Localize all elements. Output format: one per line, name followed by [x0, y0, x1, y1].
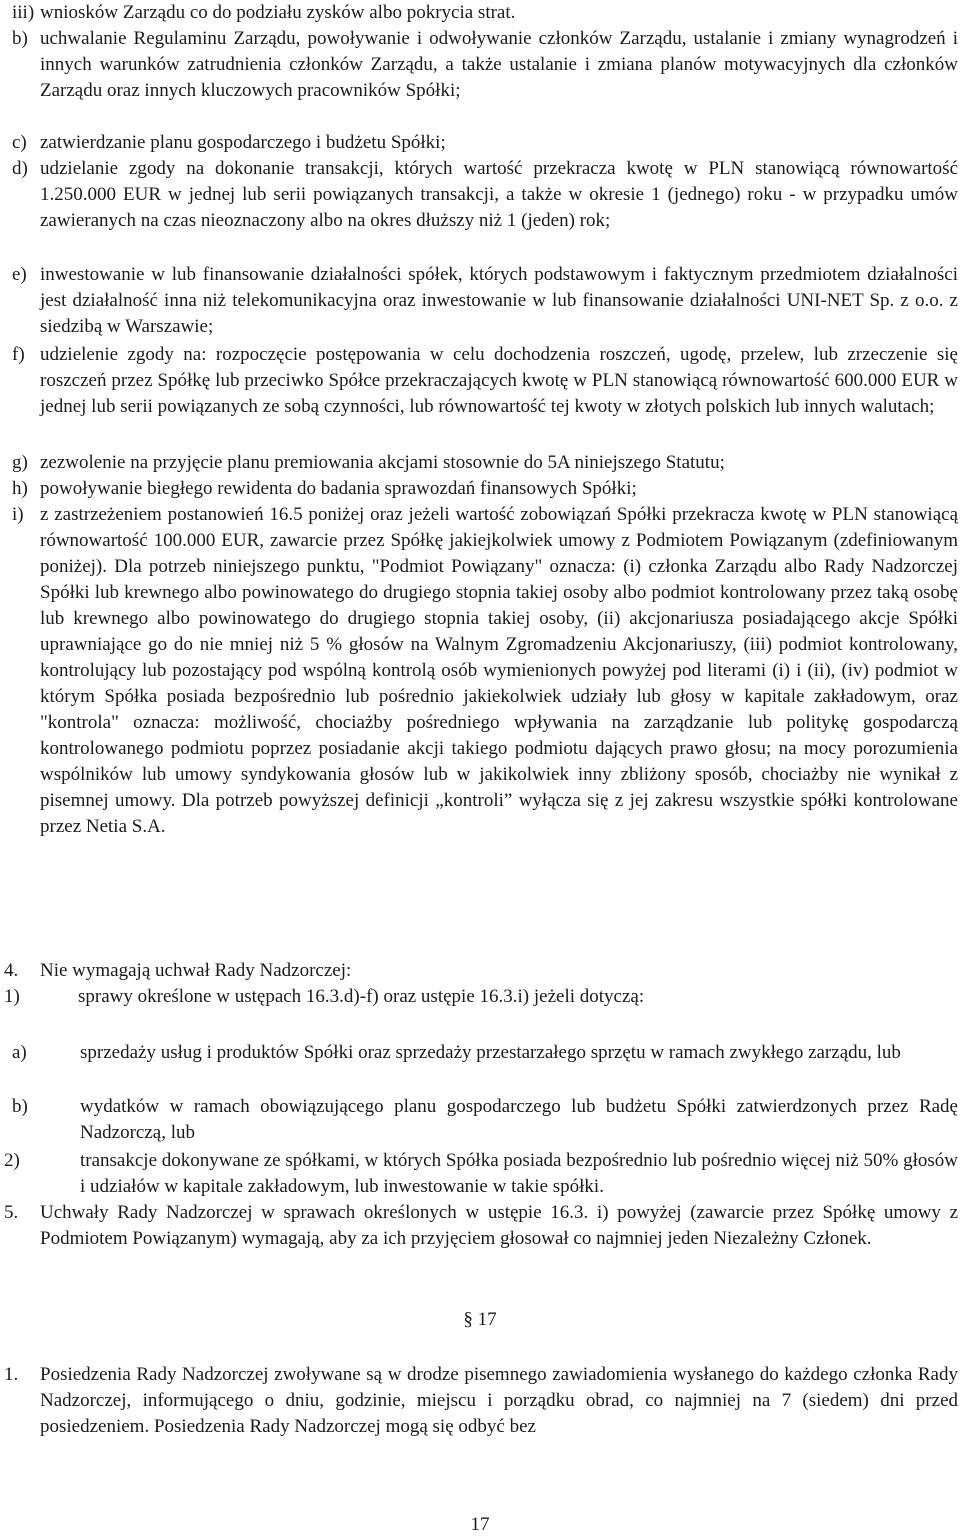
item-text: uchwalanie Regulaminu Zarządu, powoływanie i odwoływanie członków Zarządu, ustalanie i zmiany wynagrodzeń i innych warunków zatrudnienia członków Zarządu, a także ustalanie i zmiana planów motywacyjnych dla członków Zarządu oraz innych kluczowych pracowników Spółki;: [40, 28, 958, 101]
list-item-c: [0, 130, 958, 156]
item-label: iii): [12, 2, 35, 23]
item-label: d): [12, 158, 28, 179]
paragraph-text: Nie wymagają uchwał Rady Nadzorczej:: [40, 960, 352, 981]
paragraph-number: 1.: [4, 1364, 19, 1385]
list-item-f: [0, 342, 958, 446]
item-text: sprzedaży usług i produktów Spółki oraz sprzedaży przestarzałego sprzętu w ramach zwykłego zarządu, lub: [80, 1042, 901, 1063]
item-text: zatwierdzanie planu gospodarczego i budżetu Spółki;: [40, 132, 446, 153]
item-label: c): [12, 132, 27, 153]
item-text: inwestowanie w lub finansowanie działalności spółek, których podstawowym i faktycznym przedmiotem działalności jest działalność inna niż telekomunikacyjna oraz inwestowanie w lub finansowanie działalności UNI-NET Sp. z o.o. z siedzibą w Warszawie;: [40, 264, 958, 337]
list-item-h: [0, 476, 958, 502]
list-item-b: [0, 26, 958, 130]
list-item-g: [0, 450, 958, 476]
section-heading: [0, 1307, 960, 1333]
item-label: a): [12, 1042, 27, 1063]
paragraph-4-heading: [0, 958, 958, 984]
item-text: powoływanie biegłego rewidenta do badania sprawozdań finansowych Spółki;: [40, 478, 637, 499]
point-text: transakcje dokonywane ze spółkami, w których Spółka posiada bezpośrednio lub pośrednio więcej niż 50% głosów i udziałów w kapitale zakładowym, lub inwestowanie w takie spółki.: [80, 1150, 958, 1197]
item-text: wniosków Zarządu co do podziału zysków albo pokrycia strat.: [40, 2, 516, 23]
section-number: 17: [477, 1309, 497, 1330]
paragraph-4-item-b: [0, 1094, 958, 1146]
point-text: sprawy określone w ustępach 16.3.d)-f) oraz ustępie 16.3.i) jeżeli dotyczą:: [78, 986, 645, 1007]
item-label: e): [12, 264, 27, 285]
paragraph-text: Posiedzenia Rady Nadzorczej zwoływane są w drodze pisemnego zawiadomienia wysłanego do każdego członka Rady Nadzorczej, informującego o dniu, godzinie, miejscu i porządku obrad, co najmniej na 7 (siedem) dni przed posiedzeniem. Posiedzenia Rady Nadzorczej mogą się odbyć bez: [40, 1364, 958, 1437]
paragraph-text: Uchwały Rady Nadzorczej w sprawach określonych w ustępie 16.3. i) powyżej (zawarcie przez Spółkę umowy z Podmiotem Powiązanym) wymagają, aby za ich przyjęciem głosował co najmniej jeden Niezależny Członek.: [40, 1202, 958, 1249]
item-text: udzielanie zgody na dokonanie transakcji, których wartość przekracza kwotę w PLN stanowiącą równowartość 1.250.000 EUR w jednej lub serii powiązanych transakcji, a także w okresie 1 (jednego) roku - w przypadku umów zawieranych na czas nieoznaczony albo na okres dłuższy niż 1 (jeden) rok;: [40, 158, 958, 231]
paragraph-number: 4.: [4, 960, 19, 981]
list-item-i: [0, 502, 958, 918]
item-label: g): [12, 452, 28, 473]
paragraph-number: 5.: [4, 1202, 19, 1223]
item-label: f): [12, 344, 25, 365]
paragraph-4-item-a: [0, 1040, 958, 1092]
paragraph-5: [0, 1200, 958, 1278]
item-text: zezwolenie na przyjęcie planu premiowania akcjami stosownie do 5A niniejszego Statutu;: [40, 452, 725, 473]
page-number: 17: [470, 1514, 490, 1535]
item-text: wydatków w ramach obowiązującego planu gospodarczego lub budżetu Spółki zatwierdzonych przez Radę Nadzorczą, lub: [80, 1096, 958, 1143]
list-item-iii: [0, 0, 958, 26]
item-label: h): [12, 478, 28, 499]
list-item-d: [0, 156, 958, 260]
item-label: i): [12, 504, 24, 525]
paragraph-4-point-1: [0, 984, 958, 1010]
item-text: z zastrzeżeniem postanowień 16.5 poniżej oraz jeżeli wartość zobowiązań Spółki przekracza kwotę w PLN stanowiącą równowartość 100.000 EUR, zawarcie przez Spółkę jakiejkolwiek umowy z Podmiotem Powiązanym (zdefiniowanym poniżej). Dla potrzeb niniejszego punktu, "Podmiot Powiązany" oznacza: (i) członka Zarządu albo Rady Nadzorczej Spółki lub krewnego albo powinowatego do drugiego stopnia takiej osoby albo podmiot kontrolowany przez taką osobę lub krewnego albo powinowatego do drugiego stopnia takiej osoby, (ii) akcjonariusza posiadającego akcje Spółki uprawniające go do nie mniej niż 5 % głosów na Walnym Zgromadzeniu Akcjonariuszy, (iii) podmiot kontrolowany, kontrolujący lub pozostający pod wspólną kontrolą osób wymienionych powyżej pod literami (i) i (ii), (iv) podmiot w którym Spółka posiada bezpośrednio lub pośrednio jakiekolwiek udziały lub głosy w kapitale zakładowym, oraz "kontrola" oznacza: możliwość, chociażby pośredniego wpływania na zarządzanie lub politykę gospodarczą kontrolowanego podmiotu poprzez posiadanie akcji takiego podmiotu dających prawo głosu; na mocy porozumienia wspólników lub umowy syndykowania głosów lub w jakikolwiek inny zbliżony sposób, chociażby nie wynikał z pisemnej umowy. Dla potrzeb powyższej definicji „kontroli” wyłącza się z jej zakresu wszystkie spółki kontrolowane przez Netia S.A.: [40, 504, 958, 837]
section-sign: §: [463, 1309, 478, 1330]
item-text: udzielenie zgody na: rozpoczęcie postępowania w celu dochodzenia roszczeń, ugodę, przelew, lub zrzeczenie się roszczeń przez Spółkę lub przeciwko Spółce przekraczających kwotę w PLN stanowiącą równowartość 600.000 EUR w jednej lub serii powiązanych ze sobą czynności, lub równowartość tej kwoty w złotych polskich lub innych walutach;: [40, 344, 958, 417]
point-number: 1): [4, 986, 20, 1007]
paragraph-4-point-2: [0, 1148, 958, 1200]
point-number: 2): [4, 1150, 20, 1171]
item-label: b): [12, 28, 28, 49]
list-item-e: [0, 262, 958, 340]
section-17-paragraph-1: [0, 1362, 958, 1440]
item-label: b): [12, 1096, 28, 1117]
